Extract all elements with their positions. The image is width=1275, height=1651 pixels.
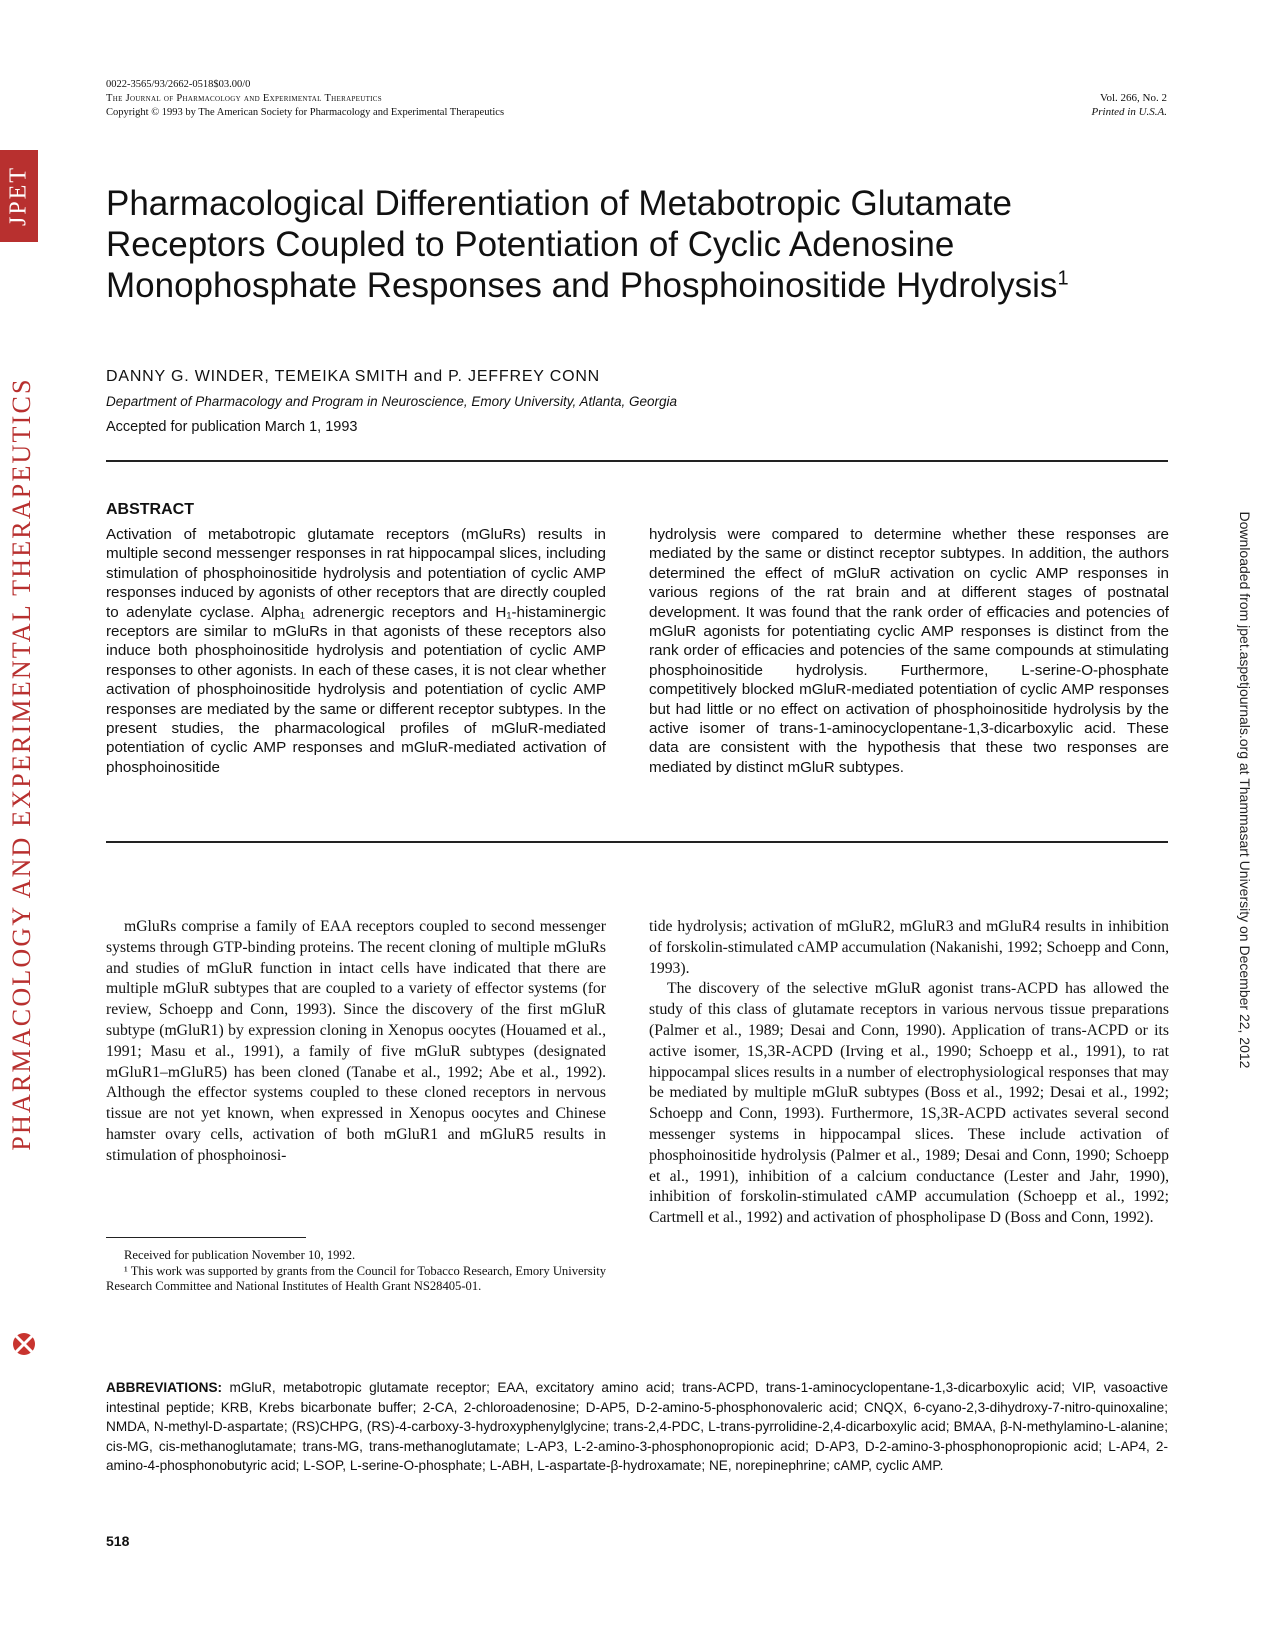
volume-info [1092,91,1167,119]
body-paragraph: tide hydrolysis; activation of mGluR2, mGluR3 and mGluR4 results in inhibition of forskolin-stimulated cAMP accumulation (Nakanishi, 1992; Schoepp and Conn, 1993). [649,918,1169,977]
body-column-left [106,917,606,1167]
jpet-tab [0,150,38,242]
divider-top [106,460,1168,462]
download-note: Downloaded from jpet.aspetjournals.org at Thammasart University on December 22, 2012 [1237,511,1253,1069]
page-number: 518 [106,1533,130,1549]
article-code: 0022-3565/93/2662-0518$03.00/0 [106,79,251,90]
printed-in: Printed in U.S.A. [1091,106,1167,118]
footnote-rule [106,1237,306,1238]
copyright-line: Copyright © 1993 by The American Society for Pharmacology and Experimental Therapeutics [106,107,505,118]
body-column-right [649,917,1169,1229]
abstract-heading: ABSTRACT [106,501,194,518]
footnotes [106,1248,606,1295]
abbreviations [106,1378,1168,1476]
article-title [106,183,1166,306]
aspet-logo-mark-icon [13,1333,35,1355]
accepted-date: Accepted for publication March 1, 1993 [106,419,358,435]
body-paragraph: mGluRs comprise a family of EAA receptors coupled to second messenger systems through GTP-binding proteins. The recent cloning of multiple mGluRs and studies of mGluR function in intact cells have indicated that there are multiple mGluR subtypes that are coupled to a variety of effector systems (for review, Schoepp and Conn, 1993). Since the discovery of the first mGluR subtype (mGluR1) by expression cloning in Xenopus oocytes (Houamed et al., 1991; Masu et al., 1991), a family of five mGluR subtypes (designated mGluR1–mGluR5) has been cloned (Tanabe et al., 1992; Abe et al., 1992). Although the effector systems coupled to these cloned receptors in nervous tissue are not yet known, when expressed in Xenopus oocytes and Chinese hamster ovary cells, activation of both mGluR1 and mGluR5 results in stimulation of phosphoinosi- [106,918,606,1164]
affiliation: Department of Pharmacology and Program in Neuroscience, Emory University, Atlanta, Georgia [106,394,678,409]
side-journal-name: PHARMACOLOGY AND EXPERIMENTAL THERAPEUTICS [7,377,36,1151]
abstract-column-right: hydrolysis were compared to determine whether these responses are mediated by the same or distinct receptor subtypes. In addition, the authors determined the effect of mGluR activation on cyclic AMP responses in various regions of the rat brain and at different stages of postnatal development. It was found that the rank order of efficacies and potencies of mGluR agonists for potentiating cyclic AMP responses is distinct from the rank order of efficacies and potencies of the same compounds at stimulating phosphoinositide hydrolysis. Furthermore, L-serine-O-phosphate competitively blocked mGluR-mediated potentiation of cyclic AMP responses but had little or no effect on activation of phosphoinositide hydrolysis by the active isomer of trans-1-aminocyclopentane-1,3-dicarboxylic acid. These data are consistent with the hypothesis that these two responses are mediated by distinct mGluR subtypes. [649,526,1169,776]
journal-header [106,78,504,120]
jpet-label: JPET [5,165,32,227]
volume-number: Vol. 266, No. 2 [1099,92,1167,104]
abstract-column-left: Activation of metabotropic glutamate receptors (mGluRs) results in multiple second messenger responses in rat hippocampal slices, including stimulation of phosphoinositide hydrolysis and potentiation of cyclic AMP responses induced by agonists of other receptors that are directly coupled to adenylate cyclase. Alpha₁ adrenergic receptors and H₁-histaminergic receptors are similar to mGluRs in that agonists of these receptors also induce both phosphoinositide hydrolysis and potentiation of cyclic AMP responses to other agonists. In each of these cases, it is not clear whether activation of phosphoinositide hydrolysis and potentiation of cyclic AMP responses are mediated by the same or different receptor subtypes. In the present studies, the pharmacological profiles of mGluR-mediated potentiation of cyclic AMP responses and mGluR-mediated activation of phosphoinositide [106,526,606,776]
title-footnote-mark: 1 [1057,267,1069,290]
abbreviations-label: ABBREVIATIONS: [106,1380,223,1395]
title-text: Pharmacological Differentiation of Metabotropic Glutamate Receptors Coupled to Potentiation of Cyclic Adenosine Monophosphate Responses and Phosphoinositide Hydrolysis [106,184,1058,305]
author-list: DANNY G. WINDER, TEMEIKA SMITH and P. JEFFREY CONN [106,368,601,385]
body-paragraph: The discovery of the selective mGluR agonist trans-ACPD has allowed the study of this class of glutamate receptors in various nervous tissue preparations (Palmer et al., 1989; Desai and Conn, 1990). Application of trans-ACPD or its active isomer, 1S,3R-ACPD (Irving et al., 1990; Schoepp et al., 1991), to rat hippocampal slices results in a number of electrophysiological responses that may be mediated by multiple mGluR subtypes (Boss et al., 1992; Desai et al., 1992; Schoepp and Conn, 1993). Furthermore, 1S,3R-ACPD activates several second messenger systems in hippocampal slices. These include activation of phosphoinositide hydrolysis (Palmer et al., 1989; Desai and Conn, 1990; Schoepp et al., 1991), inhibition of a calcium conductance (Lester and Jahr, 1990), inhibition of forskolin-stimulated cAMP accumulation (Schoepp et al., 1992; Cartmell et al., 1992) and activation of phospholipase D (Boss and Conn, 1992). [649,980,1169,1227]
abbreviations-text: mGluR, metabotropic glutamate receptor; EAA, excitatory amino acid; trans-ACPD, trans-1-aminocyclopentane-1,3-dicarboxylic acid; VIP, vasoactive intestinal peptide; KRB, Krebs bicarbonate buffer; 2-CA, 2-chloroadenosine; D-AP5, D-2-amino-5-phosphonovaleric acid; CNQX, 6-cyano-2,3-dihydroxy-7-nitro-quinoxaline; NMDA, N-methyl-D-aspartate; (RS)CHPG, (RS)-4-carboxy-3-hydroxyphenylglycine; trans-2,4-PDC, L-trans-pyrrolidine-2,4-dicarboxylic acid; BMAA, β-N-methylamino-L-alanine; cis-MG, cis-methanoglutamate; trans-MG, trans-methanoglutamate; L-AP3, L-2-amino-3-phosphonopropionic acid; D-AP3, D-2-amino-3-phosphonopropionic acid; L-AP4, 2-amino-4-phosphonobutyric acid; L-SOP, L-serine-O-phosphate; L-ABH, L-aspartate-β-hydroxamate; NE, norepinephrine; cAMP, cyclic AMP. [106,1380,1169,1474]
journal-name: The Journal of Pharmacology and Experimental Therapeutics [106,93,382,104]
received-note: Received for publication November 10, 1992. [124,1248,356,1262]
funding-note: ¹ This work was supported by grants from the Council for Tobacco Research, Emory University Research Committee and National Institutes of Health Grant NS28405-01. [106,1263,606,1293]
aspet-logo [0,1330,48,1480]
divider-bottom [106,841,1168,843]
